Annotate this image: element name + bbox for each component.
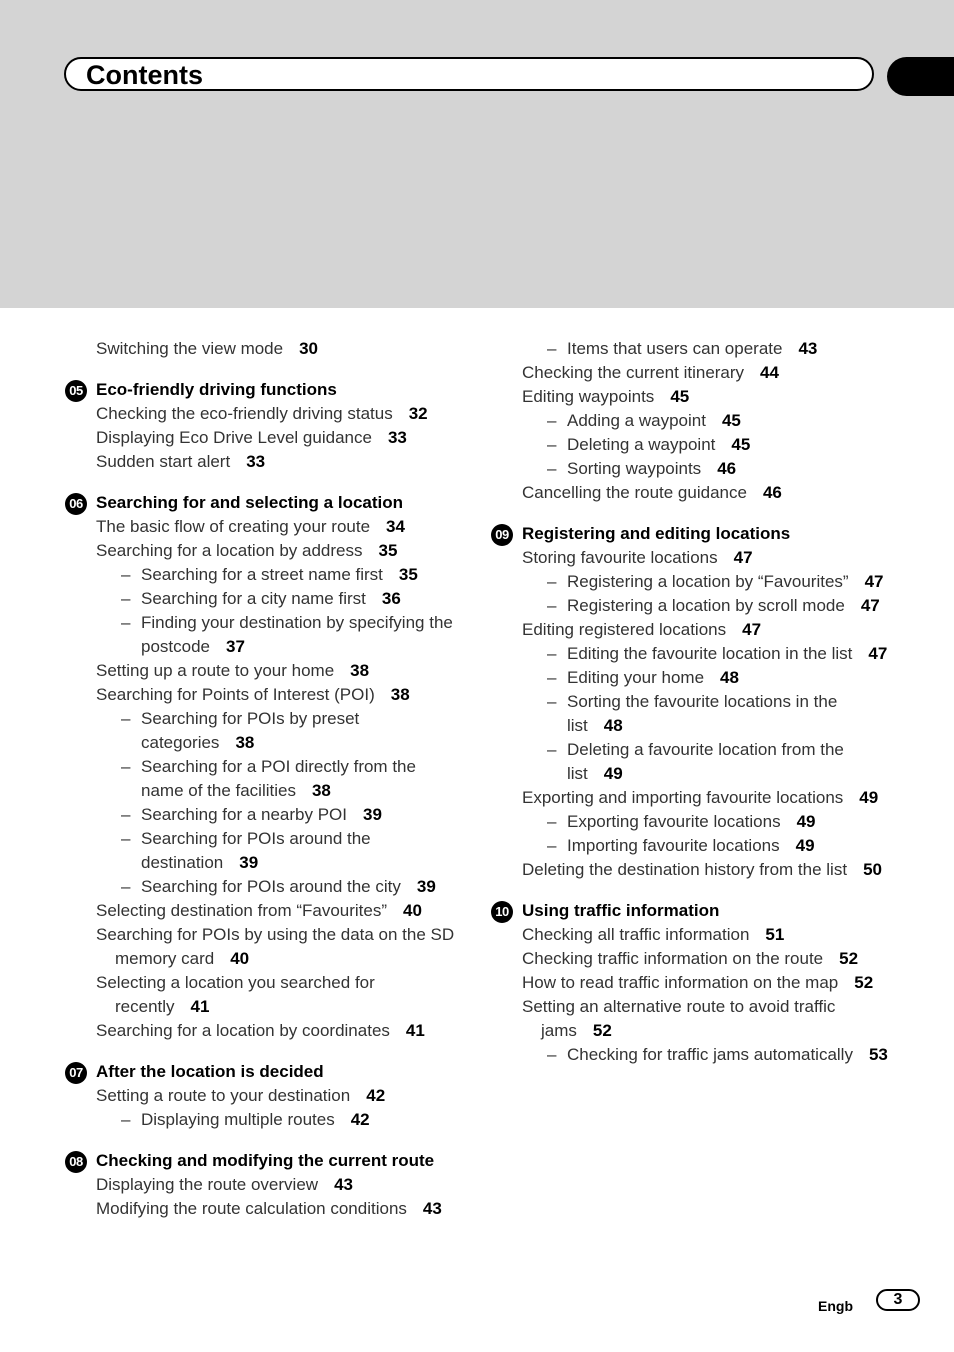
section-heading[interactable] [62, 491, 462, 515]
toc-page-number: 45 [731, 435, 751, 454]
toc-page-number: 38 [390, 685, 410, 704]
section-number-badge: 07 [65, 1062, 87, 1084]
toc-entry[interactable] [488, 858, 888, 882]
section-title: Using traffic information [522, 901, 720, 920]
toc-entry[interactable] [62, 683, 462, 707]
dash-bullet: – [121, 829, 131, 848]
toc-entry[interactable] [488, 1043, 888, 1067]
toc-entry-text: Displaying multiple routes [141, 1110, 335, 1129]
toc-page-number: 50 [863, 860, 882, 879]
dash-bullet: – [121, 1110, 131, 1129]
dash-bullet: – [121, 757, 131, 776]
toc-page-number: 35 [378, 541, 398, 560]
toc-entry[interactable] [488, 810, 888, 834]
toc-entry-text: Searching for POIs by using the data on the SD memory card [96, 925, 455, 968]
dash-bullet: – [547, 836, 557, 855]
toc-entry[interactable] [488, 546, 888, 570]
section-spacer [488, 882, 888, 899]
dash-bullet: – [121, 877, 131, 896]
toc-page-number: 52 [839, 949, 859, 968]
toc-entry-text: Setting up a route to your home [96, 661, 335, 680]
section-title: Registering and editing locations [522, 524, 791, 543]
toc-entry-text: Exporting favourite locations [567, 812, 781, 831]
toc-entry[interactable] [488, 666, 888, 690]
toc-entry-text: Displaying the route overview [96, 1175, 319, 1194]
section-number-badge: 08 [65, 1151, 87, 1173]
toc-entry[interactable] [488, 409, 888, 433]
section-heading[interactable] [488, 522, 888, 546]
toc-entry-text: Importing favourite locations [567, 836, 780, 855]
section-heading[interactable] [62, 378, 462, 402]
toc-entry-text: Editing waypoints [522, 387, 655, 406]
toc-page-number: 40 [230, 949, 250, 968]
toc-entry-text: The basic flow of creating your route [96, 517, 371, 536]
toc-entry[interactable] [488, 433, 888, 457]
toc-entry-text: Searching for a nearby POI [141, 805, 348, 824]
toc-page-number: 47 [868, 644, 888, 663]
toc-entry-text: Registering a location by “Favourites” [567, 572, 849, 591]
section-heading[interactable] [62, 1149, 462, 1173]
toc-page-number: 38 [350, 661, 370, 680]
toc-entry-text: Modifying the route calculation conditions [96, 1199, 407, 1218]
title-frame [64, 57, 874, 91]
toc-entry[interactable] [488, 738, 888, 786]
toc-page-number: 43 [422, 1199, 442, 1218]
toc-entry-text: Storing favourite locations [522, 548, 718, 567]
toc-entry-text: Switching the view mode [96, 339, 284, 358]
toc-page-number: 44 [760, 363, 779, 382]
section-spacer [488, 505, 888, 522]
section-title: After the location is decided [96, 1062, 324, 1081]
header-band [0, 0, 954, 308]
toc-entry[interactable] [488, 690, 888, 738]
toc-page-number: 52 [854, 973, 874, 992]
toc-entry[interactable] [62, 971, 462, 1019]
toc-entry[interactable] [488, 337, 888, 361]
toc-entry-text: Editing your home [567, 668, 705, 687]
toc-page-number: 52 [592, 1021, 612, 1040]
toc-entry-text: Sudden start alert [96, 452, 231, 471]
toc-page-number: 45 [721, 411, 741, 430]
toc-page-number: 45 [670, 387, 690, 406]
dash-bullet: – [121, 589, 131, 608]
toc-entry[interactable] [62, 899, 462, 923]
toc-entry[interactable] [488, 834, 888, 858]
toc-entry-text: Editing registered locations [522, 620, 727, 639]
toc-entry[interactable] [62, 803, 462, 827]
toc-page-number: 46 [717, 459, 737, 478]
toc-page-number: 47 [864, 572, 884, 591]
dash-bullet: – [121, 709, 131, 728]
section-spacer [62, 1132, 462, 1149]
toc-page-number: 39 [363, 805, 382, 824]
toc-entry-text: Selecting destination from “Favourites” [96, 901, 388, 920]
toc-entry-text: Searching for a location by coordinates [96, 1021, 390, 1040]
toc-entry[interactable] [488, 786, 888, 810]
toc-entry[interactable] [62, 923, 462, 971]
toc-page-number: 39 [416, 877, 436, 896]
dash-bullet: – [121, 565, 131, 584]
toc-entry-text: Searching for POIs around the city [141, 877, 401, 896]
toc-left-column [62, 337, 462, 1221]
toc-page-number: 49 [795, 836, 815, 855]
dash-bullet: – [547, 459, 557, 478]
toc-entry-text: Sorting waypoints [567, 459, 702, 478]
dash-bullet: – [547, 1045, 557, 1064]
toc-entry[interactable] [488, 570, 888, 594]
toc-entry-text: Selecting a location you searched for recently [96, 973, 375, 1016]
dash-bullet: – [547, 668, 557, 687]
toc-entry[interactable] [62, 755, 462, 803]
toc-entry[interactable] [62, 611, 462, 659]
toc-entry[interactable] [62, 515, 462, 539]
toc-entry[interactable] [62, 337, 462, 361]
toc-entry-text: Setting a route to your destination [96, 1086, 351, 1105]
toc-page-number: 49 [603, 764, 623, 783]
toc-entry-text: Searching for Points of Interest (POI) [96, 685, 375, 704]
toc-entry-text: Editing the favourite location in the list [567, 644, 853, 663]
toc-page-number: 37 [226, 637, 245, 656]
dash-bullet: – [121, 805, 131, 824]
dash-bullet: – [121, 613, 131, 632]
toc-page-number: 43 [334, 1175, 353, 1194]
toc-page-number: 42 [350, 1110, 370, 1129]
toc-entry[interactable] [488, 995, 888, 1043]
toc-page-number: 33 [246, 452, 266, 471]
toc-entry[interactable] [488, 947, 888, 971]
toc-page-number: 33 [387, 428, 407, 447]
toc-entry-text: Displaying Eco Drive Level guidance [96, 428, 372, 447]
section-number-badge: 10 [491, 901, 513, 923]
toc-entry[interactable] [62, 450, 462, 474]
toc-entry-text: Checking for traffic jams automatically [567, 1045, 853, 1064]
toc-entry[interactable] [488, 971, 888, 995]
dash-bullet: – [547, 572, 557, 591]
dash-bullet: – [547, 644, 557, 663]
page-title: Contents [86, 60, 203, 90]
toc-page-number: 36 [381, 589, 401, 608]
toc-page-number: 49 [859, 788, 879, 807]
toc-right-column [488, 337, 888, 1067]
toc-page-number: 43 [798, 339, 818, 358]
toc-page-number: 35 [398, 565, 418, 584]
toc-entry[interactable] [488, 361, 888, 385]
section-title: Eco-friendly driving functions [96, 380, 337, 399]
toc-page-number: 47 [733, 548, 753, 567]
toc-entry[interactable] [488, 923, 888, 947]
toc-page-number: 30 [299, 339, 319, 358]
toc-entry[interactable] [62, 1197, 462, 1221]
toc-entry-text: Checking the current itinerary [522, 363, 745, 382]
toc-entry[interactable] [62, 1173, 462, 1197]
dash-bullet: – [547, 692, 557, 711]
toc-entry[interactable] [62, 1019, 462, 1043]
toc-entry[interactable] [488, 594, 888, 618]
section-title: Searching for and selecting a location [96, 493, 404, 512]
toc-page-number: 41 [405, 1021, 425, 1040]
toc-entry-text: Searching for POIs by preset categories [141, 709, 360, 752]
toc-entry[interactable] [62, 827, 462, 875]
toc-entry[interactable] [62, 1084, 462, 1108]
toc-entry-text: Deleting a waypoint [567, 435, 716, 454]
toc-page-number: 48 [603, 716, 623, 735]
toc-entry[interactable] [62, 426, 462, 450]
toc-entry-text: Searching for POIs around the destination [141, 829, 371, 872]
toc-entry[interactable] [488, 385, 888, 409]
section-spacer [62, 361, 462, 378]
chapter-tab [887, 57, 954, 96]
toc-page-number: 39 [239, 853, 259, 872]
toc-page-number: 40 [403, 901, 422, 920]
toc-page-number: 51 [765, 925, 785, 944]
dash-bullet: – [547, 435, 557, 454]
toc-page-number: 38 [311, 781, 331, 800]
toc-page-number: 47 [860, 596, 880, 615]
toc-page-number: 49 [796, 812, 816, 831]
toc-entry-text: Deleting a favourite location from the list [567, 740, 844, 783]
section-spacer [62, 1043, 462, 1060]
dash-bullet: – [547, 740, 557, 759]
toc-entry[interactable] [62, 402, 462, 426]
toc-entry-text: Searching for a street name first [141, 565, 383, 584]
section-number-badge: 09 [491, 524, 513, 546]
section-spacer [62, 474, 462, 491]
toc-page-number: 32 [408, 404, 428, 423]
toc-entry[interactable] [488, 618, 888, 642]
toc-entry[interactable] [488, 642, 888, 666]
toc-entry-text: Cancelling the route guidance [522, 483, 747, 502]
toc-entry[interactable] [488, 457, 888, 481]
toc-entry[interactable] [62, 563, 462, 587]
toc-entry-text: Finding your destination by specifying the postcode [141, 613, 453, 656]
section-number-badge: 05 [65, 380, 87, 402]
section-number-badge: 06 [65, 493, 87, 515]
toc-entry-text: Deleting the destination history from the list [522, 860, 848, 879]
toc-entry-text: Checking traffic information on the route [522, 949, 824, 968]
toc-page-number: 38 [235, 733, 255, 752]
toc-entry-text: How to read traffic information on the map [522, 973, 839, 992]
toc-entry[interactable] [62, 875, 462, 899]
toc-page-number: 34 [386, 517, 405, 536]
toc-entry-text: Sorting the favourite locations in the list [567, 692, 838, 735]
dash-bullet: – [547, 812, 557, 831]
toc-page-number: 46 [762, 483, 782, 502]
dash-bullet: – [547, 596, 557, 615]
toc-entry-text: Searching for a POI directly from the name of the facilities [141, 757, 416, 800]
toc-entry[interactable] [62, 1108, 462, 1132]
toc-entry[interactable] [62, 539, 462, 563]
toc-page-number: 53 [868, 1045, 888, 1064]
toc-entry[interactable] [488, 481, 888, 505]
section-heading[interactable] [62, 1060, 462, 1084]
dash-bullet: – [547, 411, 557, 430]
toc-entry-text: Items that users can operate [567, 339, 783, 358]
toc-entry-text: Setting an alternative route to avoid traffic jams [522, 997, 836, 1040]
toc-page-number: 48 [720, 668, 739, 687]
toc-entry[interactable] [62, 707, 462, 755]
toc-entry-text: Exporting and importing favourite locations [522, 788, 844, 807]
toc-page-number: 47 [742, 620, 762, 639]
toc-entry[interactable] [62, 587, 462, 611]
toc-entry-text: Registering a location by scroll mode [567, 596, 845, 615]
toc-entry[interactable] [62, 659, 462, 683]
page-number: 3 [876, 1289, 920, 1311]
toc-entry-text: Checking all traffic information [522, 925, 750, 944]
toc-entry-text: Searching for a city name first [141, 589, 366, 608]
toc-entry-text: Searching for a location by address [96, 541, 363, 560]
language-code: Engb [818, 1298, 853, 1314]
toc-entry-text: Adding a waypoint [567, 411, 706, 430]
dash-bullet: – [547, 339, 557, 358]
section-title: Checking and modifying the current route [96, 1151, 435, 1170]
section-heading[interactable] [488, 899, 888, 923]
toc-entry-text: Checking the eco-friendly driving status [96, 404, 393, 423]
toc-page-number: 42 [366, 1086, 386, 1105]
toc-page-number: 41 [190, 997, 210, 1016]
